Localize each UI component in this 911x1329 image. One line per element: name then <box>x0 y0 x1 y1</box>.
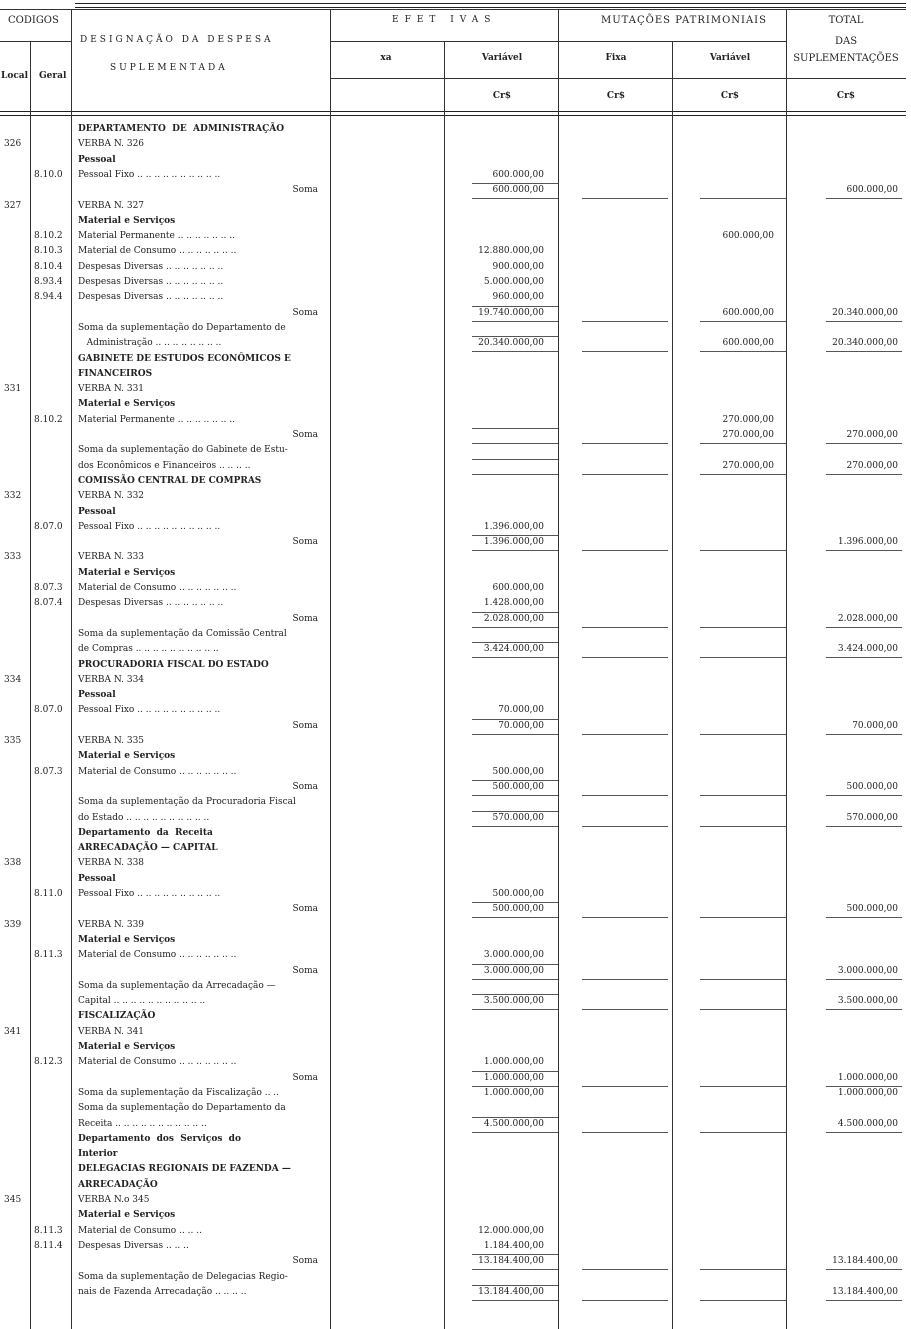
row-description: VERBA N. 333 <box>78 552 145 562</box>
row-total: 13.184.400,00 <box>832 1287 898 1297</box>
row-efetivas-variavel: 12.000.000,00 <box>478 1226 544 1236</box>
row-local-code: 334 <box>4 675 22 685</box>
row-efetivas-variavel: 500.000,00 <box>492 904 544 914</box>
vrule-mut-fixa <box>558 9 559 1329</box>
sum-rule <box>700 1300 786 1301</box>
sum-rule <box>826 474 902 475</box>
row-efetivas-variavel: 5.000.000,00 <box>483 277 544 287</box>
row-description: Receita .. .. .. .. .. .. .. .. .. .. .. <box>78 1119 207 1129</box>
row-efetivas-variavel: 600.000,00 <box>492 170 544 180</box>
sum-rule <box>826 443 902 444</box>
sum-rule <box>582 550 668 551</box>
sum-rule <box>472 336 558 337</box>
row-description: Administração .. .. .. .. .. .. .. .. <box>78 338 222 348</box>
sum-rule <box>700 1269 786 1270</box>
sum-rule <box>582 351 668 352</box>
row-description: DEPARTAMENTO DE ADMINISTRAÇÃO <box>78 124 285 134</box>
sum-rule <box>472 979 558 980</box>
row-efetivas-variavel: 3.000.000,00 <box>483 950 544 960</box>
row-description: VERBA N. 327 <box>78 201 145 211</box>
sum-rule <box>472 734 558 735</box>
sum-rule <box>826 917 902 918</box>
header-mutacoes: MUTAÇÕES PATRIMONIAIS <box>601 15 767 26</box>
sum-rule <box>582 627 668 628</box>
sum-rule <box>472 964 558 965</box>
row-geral-code: 8.11.3 <box>34 1226 63 1236</box>
row-description: Soma da suplementação da Comissão Central <box>78 629 287 639</box>
row-description: Material e Serviços <box>78 751 176 761</box>
sum-rule <box>700 627 786 628</box>
row-geral-code: 8.07.0 <box>34 522 63 532</box>
row-local-code: 339 <box>4 920 22 930</box>
row-description: dos Econômicos e Financeiros .. .. .. .. <box>78 461 251 471</box>
sum-rule <box>472 183 558 184</box>
top-rule <box>75 3 906 8</box>
row-description: Material e Serviços <box>78 568 176 578</box>
sum-rule <box>700 795 786 796</box>
sum-rule <box>472 994 558 995</box>
row-mutacoes-variavel: 270.000,00 <box>722 461 774 471</box>
row-local-code: 333 <box>4 552 22 562</box>
row-description: Departamento da Receita <box>78 828 213 838</box>
row-geral-code: 8.93.4 <box>34 277 63 287</box>
sum-rule <box>472 627 558 628</box>
sum-rule <box>582 1086 668 1087</box>
row-geral-code: 8.12.3 <box>34 1057 63 1067</box>
sum-rule <box>826 1269 902 1270</box>
row-geral-code: 8.10.3 <box>34 246 63 256</box>
sum-rule <box>700 657 786 658</box>
row-local-code: 335 <box>4 736 22 746</box>
row-local-code: 345 <box>4 1195 22 1205</box>
row-total: 1.000.000,00 <box>837 1088 898 1098</box>
sum-rule <box>472 459 558 460</box>
row-description: Material de Consumo .. .. .. .. .. .. .. <box>78 246 237 256</box>
row-soma-label: Soma <box>292 614 318 624</box>
row-description: Material e Serviços <box>78 216 176 226</box>
vrule-designacao <box>330 9 331 1329</box>
sum-rule <box>582 443 668 444</box>
row-description: Material e Serviços <box>78 935 176 945</box>
row-description: Departamento dos Serviços do <box>78 1134 241 1144</box>
currency-2: Cr$ <box>606 91 626 101</box>
row-geral-code: 8.10.2 <box>34 231 63 241</box>
row-description: FINANCEIROS <box>78 369 153 379</box>
vrule-mut-var <box>672 41 673 1329</box>
row-efetivas-variavel: 3.424.000,00 <box>483 644 544 654</box>
row-description: de Compras .. .. .. .. .. .. .. .. .. .. <box>78 644 219 654</box>
row-efetivas-variavel: 2.028.000,00 <box>483 614 544 624</box>
row-efetivas-variavel: 12.880.000,00 <box>478 246 544 256</box>
row-soma-label: Soma <box>292 430 318 440</box>
row-efetivas-variavel: 19.740.000,00 <box>478 308 544 318</box>
row-description: Soma da suplementação de Delegacias Regio- <box>78 1272 288 1282</box>
header-geral: Geral <box>39 71 67 81</box>
sum-rule <box>472 917 558 918</box>
sum-rule <box>826 550 902 551</box>
row-efetivas-variavel: 70.000,00 <box>498 705 544 715</box>
row-efetivas-variavel: 1.396.000,00 <box>483 522 544 532</box>
row-total: 70.000,00 <box>852 721 898 731</box>
row-description: VERBA N. 332 <box>78 491 145 501</box>
row-description: Despesas Diversas .. .. .. .. .. .. .. <box>78 262 224 272</box>
col-fixa-mut: Fixa <box>605 53 627 63</box>
row-local-code: 331 <box>4 384 22 394</box>
row-local-code: 332 <box>4 491 22 501</box>
row-efetivas-variavel: 1.000.000,00 <box>483 1088 544 1098</box>
sum-rule <box>472 321 558 322</box>
row-total: 3.000.000,00 <box>837 966 898 976</box>
header-efetivas: EFET IVAS <box>392 15 497 25</box>
row-total: 500.000,00 <box>846 904 898 914</box>
row-efetivas-variavel: 4.500.000,00 <box>483 1119 544 1129</box>
row-efetivas-variavel: 500.000,00 <box>492 767 544 777</box>
col-fixa-efet: xa <box>380 53 392 63</box>
currency-3: Cr$ <box>720 91 740 101</box>
row-soma-label: Soma <box>292 721 318 731</box>
row-total: 4.500.000,00 <box>837 1119 898 1129</box>
sum-rule <box>826 198 902 199</box>
row-description: Material Permanente .. .. .. .. .. .. .. <box>78 231 235 241</box>
sum-rule <box>700 1086 786 1087</box>
row-description: Soma da suplementação do Departamento de <box>78 323 286 333</box>
sum-rule <box>582 1300 668 1301</box>
row-soma-label: Soma <box>292 782 318 792</box>
row-description: VERBA N.o 345 <box>78 1195 150 1205</box>
sum-rule <box>472 351 558 352</box>
row-efetivas-variavel: 70.000,00 <box>498 721 544 731</box>
row-description: Pessoal Fixo .. .. .. .. .. .. .. .. .. .. <box>78 705 221 715</box>
row-description: VERBA N. 338 <box>78 858 145 868</box>
row-description: VERBA N. 334 <box>78 675 145 685</box>
sum-rule <box>472 306 558 307</box>
sum-rule <box>582 198 668 199</box>
row-description: Despesas Diversas .. .. .. .. .. .. .. <box>78 277 224 287</box>
sum-rule <box>700 826 786 827</box>
row-local-code: 326 <box>4 139 22 149</box>
row-description: VERBA N. 326 <box>78 139 145 149</box>
sum-rule <box>472 1071 558 1072</box>
sum-rule <box>700 198 786 199</box>
row-efetivas-variavel: 1.000.000,00 <box>483 1073 544 1083</box>
row-efetivas-variavel: 3.500.000,00 <box>483 996 544 1006</box>
row-efetivas-variavel: 1.000.000,00 <box>483 1057 544 1067</box>
sum-rule <box>826 1009 902 1010</box>
row-efetivas-variavel: 500.000,00 <box>492 889 544 899</box>
header-top-line <box>0 9 906 10</box>
row-geral-code: 8.10.0 <box>34 170 63 180</box>
sum-rule <box>826 1086 902 1087</box>
row-efetivas-variavel: 570.000,00 <box>492 813 544 823</box>
vrule-local <box>30 41 31 1329</box>
sum-rule <box>582 917 668 918</box>
row-total: 570.000,00 <box>846 813 898 823</box>
sum-rule <box>582 795 668 796</box>
sum-rule <box>826 627 902 628</box>
sum-rule <box>472 795 558 796</box>
row-description: do Estado .. .. .. .. .. .. .. .. .. .. <box>78 813 210 823</box>
sum-rule <box>700 351 786 352</box>
row-geral-code: 8.07.4 <box>34 598 63 608</box>
sum-rule <box>472 443 558 444</box>
row-efetivas-variavel: 13.184.400,00 <box>478 1287 544 1297</box>
row-total: 20.340.000,00 <box>832 308 898 318</box>
row-efetivas-variavel: 1.428.000,00 <box>483 598 544 608</box>
sum-rule <box>472 1132 558 1133</box>
row-soma-label: Soma <box>292 904 318 914</box>
sum-rule <box>472 1009 558 1010</box>
sum-rule <box>472 657 558 658</box>
sum-rule <box>472 811 558 812</box>
row-total: 270.000,00 <box>846 430 898 440</box>
row-description: Material e Serviços <box>78 1210 176 1220</box>
header-codigos: CODIGOS <box>8 15 59 26</box>
row-description: VERBA N. 339 <box>78 920 145 930</box>
sum-rule <box>472 826 558 827</box>
row-description: VERBA N. 341 <box>78 1027 145 1037</box>
row-mutacoes-variavel: 600.000,00 <box>722 231 774 241</box>
row-efetivas-variavel: 900.000,00 <box>492 262 544 272</box>
sum-rule <box>472 550 558 551</box>
sum-rule <box>472 1300 558 1301</box>
sum-rule <box>582 321 668 322</box>
row-description: Pessoal Fixo .. .. .. .. .. .. .. .. .. .. <box>78 170 221 180</box>
sum-rule <box>582 1269 668 1270</box>
row-description: Soma da suplementação da Procuradoria Fiscal <box>78 797 296 807</box>
row-efetivas-variavel: 3.000.000,00 <box>483 966 544 976</box>
row-description: VERBA N. 335 <box>78 736 145 746</box>
header-total-1: TOTAL <box>828 15 864 26</box>
sum-rule <box>700 734 786 735</box>
row-description: Material de Consumo .. .. .. .. .. .. .. <box>78 583 237 593</box>
sum-rule <box>472 428 558 429</box>
row-efetivas-variavel: 13.184.400,00 <box>478 1256 544 1266</box>
row-local-code: 327 <box>4 201 22 211</box>
row-description: Despesas Diversas .. .. .. .. .. .. .. <box>78 292 224 302</box>
row-geral-code: 8.07.0 <box>34 705 63 715</box>
row-description: Interior <box>78 1149 118 1159</box>
sum-rule <box>472 642 558 643</box>
row-description: Pessoal <box>78 690 116 700</box>
header-designacao-2: SUPLEMENTADA <box>110 63 228 73</box>
row-mutacoes-variavel: 270.000,00 <box>722 415 774 425</box>
sum-rule <box>700 917 786 918</box>
sum-rule <box>826 979 902 980</box>
sum-rule <box>582 979 668 980</box>
row-efetivas-variavel: 600.000,00 <box>492 185 544 195</box>
sum-rule <box>472 902 558 903</box>
row-description: Pessoal Fixo .. .. .. .. .. .. .. .. .. .. <box>78 889 221 899</box>
sum-rule <box>826 1300 902 1301</box>
row-description: Despesas Diversas .. .. .. .. .. .. .. <box>78 598 224 608</box>
header-designacao-1: DESIGNAÇÃO DA DESPESA <box>80 35 274 45</box>
row-description: Soma da suplementação do Departamento da <box>78 1103 286 1113</box>
col-variavel-mut: Variável <box>709 53 751 63</box>
row-total: 3.500.000,00 <box>837 996 898 1006</box>
row-efetivas-variavel: 960.000,00 <box>492 292 544 302</box>
row-soma-label: Soma <box>292 537 318 547</box>
row-geral-code: 8.10.2 <box>34 415 63 425</box>
row-description: Soma da suplementação da Arrecadação — <box>78 981 276 991</box>
row-description: VERBA N. 331 <box>78 384 145 394</box>
row-total: 500.000,00 <box>846 782 898 792</box>
row-total: 3.424.000,00 <box>837 644 898 654</box>
row-description: COMISSÃO CENTRAL DE COMPRAS <box>78 476 262 486</box>
row-total: 1.000.000,00 <box>837 1073 898 1083</box>
sum-rule <box>582 657 668 658</box>
vrule-efet-var <box>444 41 445 1329</box>
sum-rule <box>472 1285 558 1286</box>
sum-rule <box>472 474 558 475</box>
sum-rule <box>582 1009 668 1010</box>
row-description: PROCURADORIA FISCAL DO ESTADO <box>78 660 269 670</box>
sum-rule <box>472 1086 558 1087</box>
sum-rule <box>700 474 786 475</box>
row-description: Capital .. .. .. .. .. .. .. .. .. .. .. <box>78 996 206 1006</box>
row-description: Pessoal Fixo .. .. .. .. .. .. .. .. .. .. <box>78 522 221 532</box>
currency-4: Cr$ <box>836 91 856 101</box>
row-total: 13.184.400,00 <box>832 1256 898 1266</box>
header-local: Local <box>1 71 29 81</box>
row-description: Material de Consumo .. .. .. .. .. .. .. <box>78 767 237 777</box>
vrule-geral <box>71 9 72 1329</box>
sum-rule <box>472 780 558 781</box>
row-description: Soma da suplementação do Gabinete de Estu- <box>78 445 288 455</box>
sum-rule <box>700 1132 786 1133</box>
header-total-2: DAS <box>834 36 858 47</box>
sum-rule <box>826 795 902 796</box>
row-description: Soma da suplementação da Fiscalização .. .. <box>78 1088 280 1098</box>
row-geral-code: 8.10.4 <box>34 262 63 272</box>
row-description: Material de Consumo .. .. .. .. .. .. .. <box>78 1057 237 1067</box>
row-description: Pessoal <box>78 507 116 517</box>
row-total: 1.396.000,00 <box>837 537 898 547</box>
row-total: 270.000,00 <box>846 461 898 471</box>
row-geral-code: 8.07.3 <box>34 583 63 593</box>
header-line-codigos <box>0 41 71 42</box>
row-efetivas-variavel: 20.340.000,00 <box>478 338 544 348</box>
sum-rule <box>472 612 558 613</box>
sum-rule <box>826 1132 902 1133</box>
row-description: nais de Fazenda Arrecadação .. .. .. .. <box>78 1287 247 1297</box>
row-description: ARRECADAÇÃO <box>78 1180 158 1190</box>
row-efetivas-variavel: 500.000,00 <box>492 782 544 792</box>
row-description: Material e Serviços <box>78 399 176 409</box>
row-efetivas-variavel: 1.184.400,00 <box>483 1241 544 1251</box>
header-bottom-rule <box>0 111 906 116</box>
sum-rule <box>700 321 786 322</box>
row-geral-code: 8.11.3 <box>34 950 63 960</box>
sum-rule <box>700 443 786 444</box>
sum-rule <box>582 1132 668 1133</box>
row-total: 600.000,00 <box>846 185 898 195</box>
row-geral-code: 8.94.4 <box>34 292 63 302</box>
sum-rule <box>826 826 902 827</box>
row-description: DELEGACIAS REGIONAIS DE FAZENDA — <box>78 1164 291 1174</box>
row-total: 20.340.000,00 <box>832 338 898 348</box>
sum-rule <box>700 1009 786 1010</box>
row-description: Pessoal <box>78 155 116 165</box>
sum-rule <box>700 550 786 551</box>
currency-1: Cr$ <box>492 91 512 101</box>
row-soma-label: Soma <box>292 308 318 318</box>
sum-rule <box>472 1269 558 1270</box>
sum-rule <box>826 321 902 322</box>
sum-rule <box>472 1117 558 1118</box>
row-efetivas-variavel: 600.000,00 <box>492 583 544 593</box>
sum-rule <box>826 734 902 735</box>
row-local-code: 338 <box>4 858 22 868</box>
col-variavel-efet: Variável <box>481 53 523 63</box>
vrule-total <box>786 9 787 1329</box>
row-soma-label: Soma <box>292 1256 318 1266</box>
row-description: FISCALIZAÇÃO <box>78 1011 156 1021</box>
sum-rule <box>472 198 558 199</box>
row-description: Material de Consumo .. .. .. <box>78 1226 202 1236</box>
row-local-code: 341 <box>4 1027 22 1037</box>
sum-rule <box>472 1254 558 1255</box>
sum-rule <box>826 351 902 352</box>
row-mutacoes-variavel: 600.000,00 <box>722 308 774 318</box>
row-mutacoes-variavel: 600.000,00 <box>722 338 774 348</box>
row-description: ARRECADAÇÃO — CAPITAL <box>78 843 218 853</box>
row-soma-label: Soma <box>292 185 318 195</box>
header-total-3: SUPLEMENTAÇÕES <box>793 53 899 64</box>
row-total: 2.028.000,00 <box>837 614 898 624</box>
sum-rule <box>700 979 786 980</box>
sum-rule <box>582 474 668 475</box>
sum-rule <box>472 535 558 536</box>
row-mutacoes-variavel: 270.000,00 <box>722 430 774 440</box>
row-description: Material e Serviços <box>78 1042 176 1052</box>
row-description: Material de Consumo .. .. .. .. .. .. .. <box>78 950 237 960</box>
sum-rule <box>472 719 558 720</box>
row-geral-code: 8.11.4 <box>34 1241 63 1251</box>
row-description: GABINETE DE ESTUDOS ECONÔMICOS E <box>78 354 291 364</box>
header-line-sub <box>330 78 906 79</box>
row-geral-code: 8.07.3 <box>34 767 63 777</box>
sum-rule <box>582 826 668 827</box>
row-efetivas-variavel: 1.396.000,00 <box>483 537 544 547</box>
sum-rule <box>826 657 902 658</box>
sum-rule <box>582 734 668 735</box>
row-description: Despesas Diversas .. .. .. <box>78 1241 189 1251</box>
row-soma-label: Soma <box>292 1073 318 1083</box>
row-geral-code: 8.11.0 <box>34 889 63 899</box>
row-description: Material Permanente .. .. .. .. .. .. .. <box>78 415 235 425</box>
row-soma-label: Soma <box>292 966 318 976</box>
row-description: Pessoal <box>78 874 116 884</box>
